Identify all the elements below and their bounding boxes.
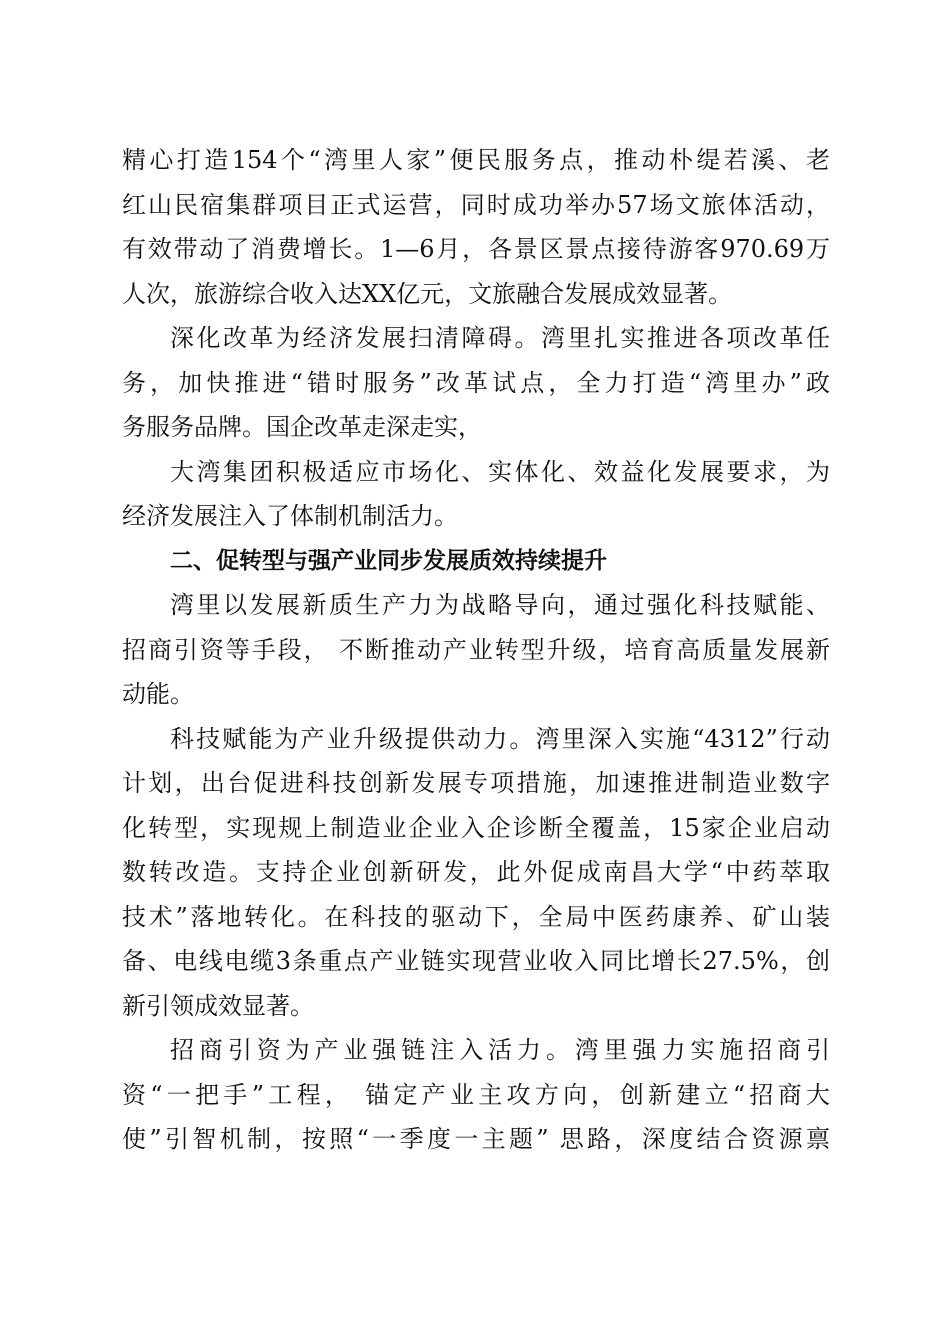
text-line: 资“一把手”工程， 锚定产业主攻方向，创新建立“招商大 xyxy=(122,1080,830,1109)
paragraph-5 xyxy=(122,717,830,1029)
text-line: 化转型，实现规上制造业企业入企诊断全覆盖，15家企业启动 xyxy=(122,813,830,842)
paragraph-2 xyxy=(122,316,830,450)
text-line: 数转改造。支持企业创新研发，此外促成南昌大学“中药萃取 xyxy=(122,858,830,886)
document-body xyxy=(122,138,830,1162)
paragraph-1 xyxy=(122,138,830,316)
text-line: 大湾集团积极适应市场化、实体化、效益化发展要求，为 xyxy=(170,457,830,486)
text-line: 招商引资为产业强链注入活力。湾里强力实施招商引 xyxy=(170,1036,830,1064)
text-line: 务，加快推进“错时服务”改革试点，全力打造“湾里办”政 xyxy=(122,368,830,397)
text-line: 计划，出台促进科技创新发展专项措施，加速推进制造业数字 xyxy=(122,769,830,797)
text-line: 红山民宿集群项目正式运营，同时成功举办57场文旅体活动， xyxy=(122,190,830,219)
paragraph-6 xyxy=(122,1028,830,1162)
text-line: 备、电线电缆3条重点产业链实现营业收入同比增长27.5%，创 xyxy=(122,947,830,975)
text-line: 深化改革为经济发展扫清障碍。湾里扎实推进各项改革任 xyxy=(170,324,830,352)
text-line: 使”引智机制，按照“一季度一主题” 思路，深度结合资源禀 xyxy=(122,1125,830,1153)
paragraph-4 xyxy=(122,583,830,717)
section-heading xyxy=(122,539,830,584)
text-line: 经济发展注入了体制机制活力。 xyxy=(122,502,458,530)
text-line: 招商引资等手段， 不断推动产业转型升级，培育高质量发展新 xyxy=(122,635,830,664)
text-line: 新引领成效显著。 xyxy=(122,991,314,1020)
paragraph-3 xyxy=(122,450,830,539)
text-line: 技术”落地转化。在科技的驱动下，全局中医药康养、矿山装 xyxy=(122,902,830,931)
text-line: 湾里以发展新质生产力为战略导向，通过强化科技赋能、 xyxy=(170,591,830,619)
section-heading-text: 二、促转型与强产业同步发展质效持续提升 xyxy=(170,547,607,574)
text-line: 动能。 xyxy=(122,680,194,708)
text-line: 人次，旅游综合收入达XX亿元，文旅融合发展成效显著。 xyxy=(122,279,733,308)
text-line: 精心打造154个“湾里人家”便民服务点，推动朴缇若溪、老 xyxy=(122,146,830,174)
text-line: 务服务品牌。国企改革走深走实， xyxy=(122,413,482,441)
text-line: 科技赋能为产业升级提供动力。湾里深入实施“4312”行动 xyxy=(170,724,830,753)
text-line: 有效带动了消费增长。1—6月，各景区景点接待游客970.69万 xyxy=(122,235,830,263)
